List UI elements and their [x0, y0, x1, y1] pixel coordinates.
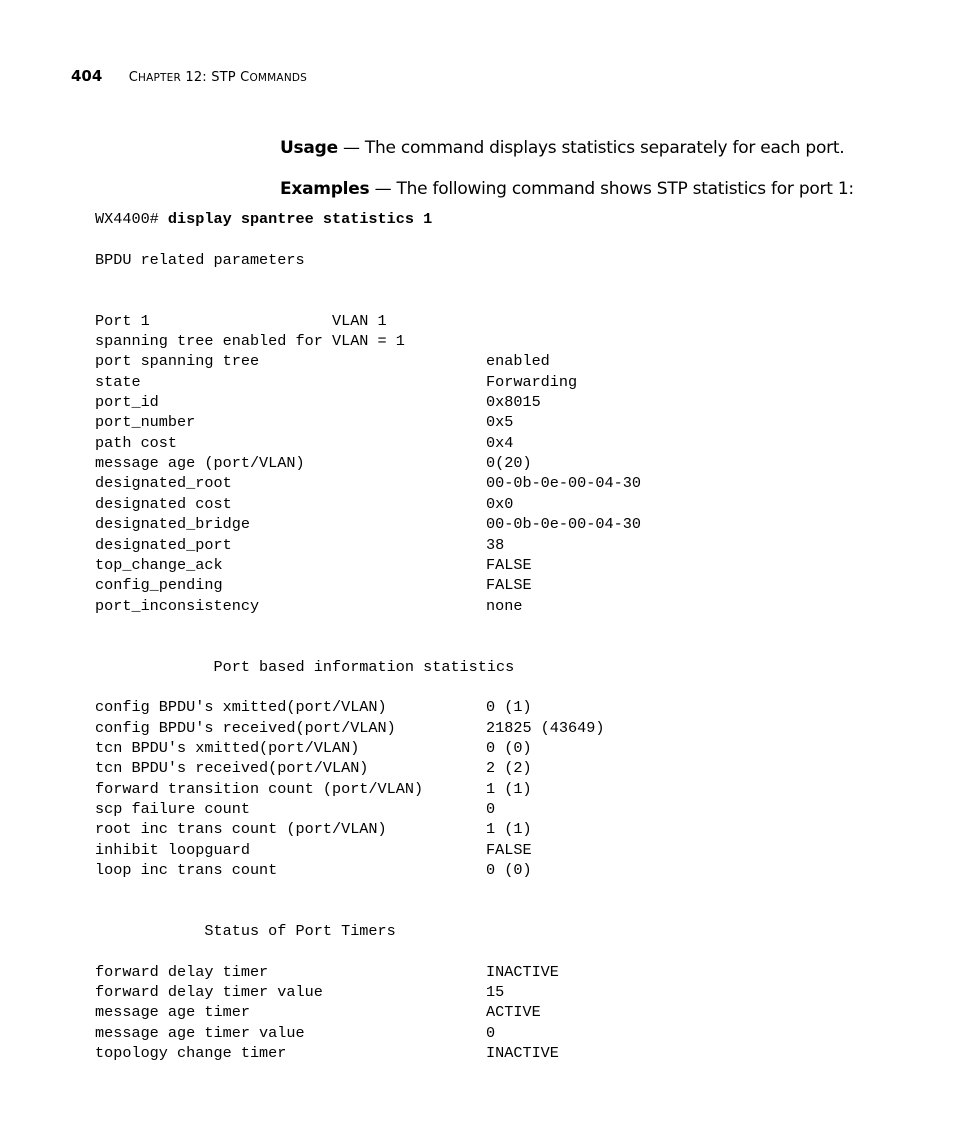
- timer-row: [95, 1023, 641, 1043]
- param-row: [95, 596, 641, 616]
- param-row-key: port spanning tree: [95, 352, 260, 371]
- param-row-key: designated_port: [95, 535, 232, 554]
- param-row-key: message age (port/VLAN): [95, 454, 305, 473]
- param-row-value: 0x0: [486, 494, 514, 513]
- timer-row-value: ACTIVE: [486, 1003, 541, 1022]
- param-row-value: none: [486, 596, 523, 615]
- port-timers-list: [95, 962, 641, 1064]
- timer-row-key: message age timer value: [95, 1023, 305, 1042]
- examples-paragraph: [280, 179, 854, 199]
- stat-row: [95, 697, 641, 717]
- param-row-key: path cost: [95, 433, 178, 452]
- command-line: [95, 209, 641, 229]
- timer-row-key: topology change timer: [95, 1044, 287, 1063]
- stat-row-key: inhibit loopguard: [95, 840, 250, 859]
- param-row-value: FALSE: [486, 555, 532, 574]
- stat-row-value: 0 (0): [486, 861, 532, 879]
- chapter-title: CHAPTER 12: STP COMMANDS: [128, 70, 308, 85]
- stat-row-value: 2 (2): [486, 759, 532, 778]
- cli-command: display spantree statistics 1: [167, 210, 433, 228]
- timer-row-key: message age timer: [95, 1003, 250, 1022]
- stat-row: [95, 779, 641, 799]
- examples-text: — The following command shows STP statistics for port 1:: [369, 179, 854, 199]
- timer-row-value: 0: [486, 1023, 496, 1042]
- stat-row: [95, 840, 641, 860]
- cli-prompt: WX4400#: [95, 210, 168, 228]
- param-row-key: port_number: [95, 413, 196, 432]
- stat-row-value: 1 (1): [486, 779, 532, 798]
- usage-label: Usage: [280, 138, 338, 158]
- param-row: [95, 575, 641, 595]
- param-row-value: enabled: [486, 352, 550, 371]
- stat-row: [95, 738, 641, 758]
- timer-row-key: forward delay timer value: [95, 983, 323, 1002]
- param-row: [95, 535, 641, 555]
- param-row: [95, 412, 641, 432]
- param-row: [95, 453, 641, 473]
- timer-row-key: forward delay timer: [95, 962, 269, 981]
- timer-row-value: INACTIVE: [486, 1044, 559, 1063]
- param-row-value: 00-0b-0e-00-04-30: [486, 515, 641, 534]
- timer-row: [95, 982, 641, 1002]
- stat-row-key: config BPDU's xmitted(port/VLAN): [95, 698, 387, 717]
- stat-row-key: tcn BPDU's received(port/VLAN): [95, 759, 369, 778]
- stat-row-key: root inc trans count (port/VLAN): [95, 820, 387, 839]
- param-row-key: designated_root: [95, 474, 232, 493]
- stat-row-value: 0 (1): [486, 698, 532, 717]
- stat-row-key: forward transition count (port/VLAN): [95, 779, 424, 798]
- param-row-value: Forwarding: [486, 372, 578, 391]
- usage-text: — The command displays statistics separately for each port.: [337, 138, 845, 158]
- examples-label: Examples: [280, 179, 370, 199]
- timer-row-value: 15: [486, 983, 505, 1002]
- stat-row: [95, 758, 641, 778]
- param-row-key: designated_bridge: [95, 515, 250, 534]
- param-row: [95, 392, 641, 412]
- stat-row-key: scp failure count: [95, 799, 250, 818]
- stat-row-key: loop inc trans count: [95, 861, 278, 879]
- param-row: [95, 514, 641, 534]
- param-row-value: 00-0b-0e-00-04-30: [486, 474, 641, 493]
- page-header: [71, 67, 307, 87]
- page-number: 404: [71, 67, 103, 85]
- stat-row: [95, 799, 641, 819]
- param-row: [95, 555, 641, 575]
- param-row-value: 0x5: [486, 413, 514, 432]
- spanning-tree-vlan-line: spanning tree enabled for VLAN = 1: [95, 332, 405, 351]
- timer-row: [95, 1043, 641, 1063]
- param-row: [95, 351, 641, 371]
- stat-row-value: 0 (0): [486, 738, 532, 757]
- stat-row: [95, 718, 641, 738]
- code-block: [95, 209, 641, 1063]
- stat-row: [95, 860, 641, 880]
- param-row-value: 0x4: [486, 433, 514, 452]
- stat-row-key: config BPDU's received(port/VLAN): [95, 718, 396, 737]
- param-row-key: port_id: [95, 393, 159, 412]
- timers-heading: Status of Port Timers: [95, 922, 396, 941]
- stat-row-key: tcn BPDU's xmitted(port/VLAN): [95, 738, 360, 757]
- param-row-key: state: [95, 372, 141, 391]
- param-row: [95, 473, 641, 493]
- port-vlan-line: Port 1 VLAN 1: [95, 311, 387, 330]
- param-row-key: port_inconsistency: [95, 596, 260, 615]
- stat-row-value: FALSE: [486, 840, 532, 859]
- timer-row-value: INACTIVE: [486, 962, 559, 981]
- timer-row: [95, 1002, 641, 1022]
- param-row-key: config_pending: [95, 576, 223, 595]
- param-row: [95, 433, 641, 453]
- param-row: [95, 494, 641, 514]
- param-row-value: 38: [486, 535, 505, 554]
- param-row: [95, 372, 641, 392]
- param-row-key: top_change_ack: [95, 555, 223, 574]
- param-row-value: FALSE: [486, 576, 532, 595]
- stat-row: [95, 819, 641, 839]
- bpdu-heading: BPDU related parameters: [95, 250, 305, 269]
- port-info-heading: Port based information statistics: [95, 657, 515, 676]
- param-row-value: 0(20): [486, 454, 532, 473]
- stat-row-value: 0: [486, 799, 496, 818]
- param-row-key: designated cost: [95, 494, 232, 513]
- stat-row-value: 1 (1): [486, 820, 532, 839]
- stat-row-value: 21825 (43649): [486, 718, 605, 737]
- bpdu-params-list: [95, 351, 641, 615]
- param-row-value: 0x8015: [486, 393, 541, 412]
- port-stats-list: [95, 697, 641, 880]
- usage-paragraph: [280, 138, 844, 158]
- timer-row: [95, 962, 641, 982]
